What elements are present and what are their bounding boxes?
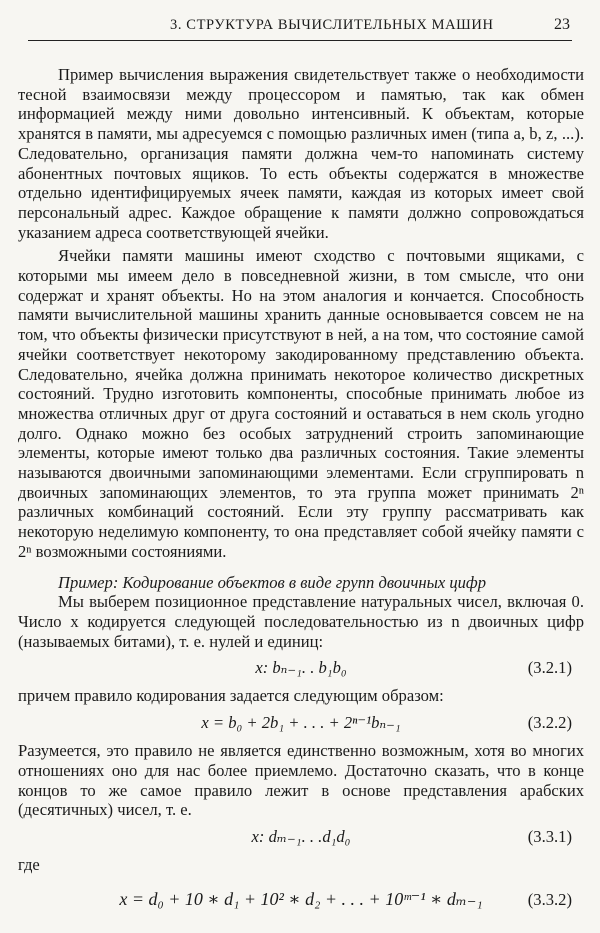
page-header [28, 14, 572, 41]
where-label: где [18, 854, 40, 874]
equation-3-3-1-number: (3.3.1) [527, 826, 572, 846]
equation-3-2-2 [18, 712, 584, 733]
equation-3-3-1-formula: x: dₘ₋₁. . .d₁d₀ [251, 826, 351, 846]
equation-3-2-1-formula: x: bₙ₋₁. . b₁b₀ [255, 658, 347, 678]
page-body [18, 65, 584, 918]
equation-3-3-2-number: (3.3.2) [527, 889, 572, 909]
paragraph-decimal-remark: Разумеется, это правило не является единственно возможным, хотя во многих отношениях оно для нас более приемлемо. Достаточно сказать, что в конце концов то же самое правило лежит в основе представления арабских (десятичных) чисел, т. е. [18, 741, 584, 820]
example-title: Пример: Кодирование объектов в виде групп двоичных цифр [58, 572, 487, 592]
equation-3-2-2-number: (3.2.2) [527, 713, 572, 733]
equation-3-3-1 [18, 826, 584, 847]
equation-3-3-2 [18, 889, 584, 910]
paragraph-coding-rule: причем правило кодирования задается следующим образом: [18, 686, 444, 706]
equation-3-3-2-formula: x = d₀ + 10 ∗ d₁ + 10² ∗ d₂ + . . . + 10ᵐ⁻¹ ∗ dₘ₋₁ [119, 888, 483, 909]
running-title: 3. СТРУКТУРА ВЫЧИСЛИТЕЛЬНЫХ МАШИН [170, 17, 494, 33]
equation-3-2-1-number: (3.2.1) [527, 658, 572, 678]
paragraph-mailbox-analogy: Ячейки памяти машины имеют сходство с почтовыми ящиками, с которыми мы имеем дело в повседневной жизни, в том смысле, что они содержат и хранят объекты. Но на этом аналогия и кончается. Способность памяти вычислительной машины хранить данные основывается совсем не на том, что объекты физически присутствуют в ней, а на том, что состояние самой ячейки соответствует некоторому закодированному представлению объекта. Следовательно, ячейка должна принимать некоторое количество дискретных состояний. Трудно изготовить компоненты, способные принимать любое из множества отличных друг от друга состояний и оставаться в нем сколь угодно долго. Однако можно без особых затруднений строить запоминающие элементы, которые имеют только два различных состояния. Такие элементы называются двоичными запоминающими элементами. Если сгруппировать n двоичных запоминающих элементов, то эта группа может принимать 2ⁿ различных комбинаций состояний. Если эту группу рассматривать как некоторую неделимую компоненту, то она представляет собой ячейку памяти с 2ⁿ возможными состояниями. [18, 246, 584, 561]
page-number: 23 [554, 16, 570, 33]
paragraph-memory-cells: Пример вычисления выражения свидетельствует также о необходимости тесной взаимосвязи между процессором и памятью, так как обмен информацией между ними довольно интенсивный. К объектам, которые хранятся в памяти, мы адресуемся с помощью различных имен (типа a, b, z, ...). Следовательно, организация памяти должна чем-то напоминать систему абонентных почтовых ящиков. То есть объекты содержатся в множестве отдельно идентифицируемых ячеек памяти, каждая из которых имеет свой персональный адрес. Каждое обращение к памяти должно сопровождаться указанием адреса соответствующей ячейки. [18, 65, 584, 242]
equation-3-2-1 [18, 657, 584, 678]
equation-3-2-2-formula: x = b₀ + 2b₁ + . . . + 2ⁿ⁻¹bₙ₋₁ [201, 713, 401, 733]
paragraph-binary-encoding: Мы выберем позиционное представление натуральных чисел, включая 0. Число x кодируется следующей последовательностью из n двоичных цифр (называемых битами), т. е. нулей и единиц: [18, 592, 584, 651]
